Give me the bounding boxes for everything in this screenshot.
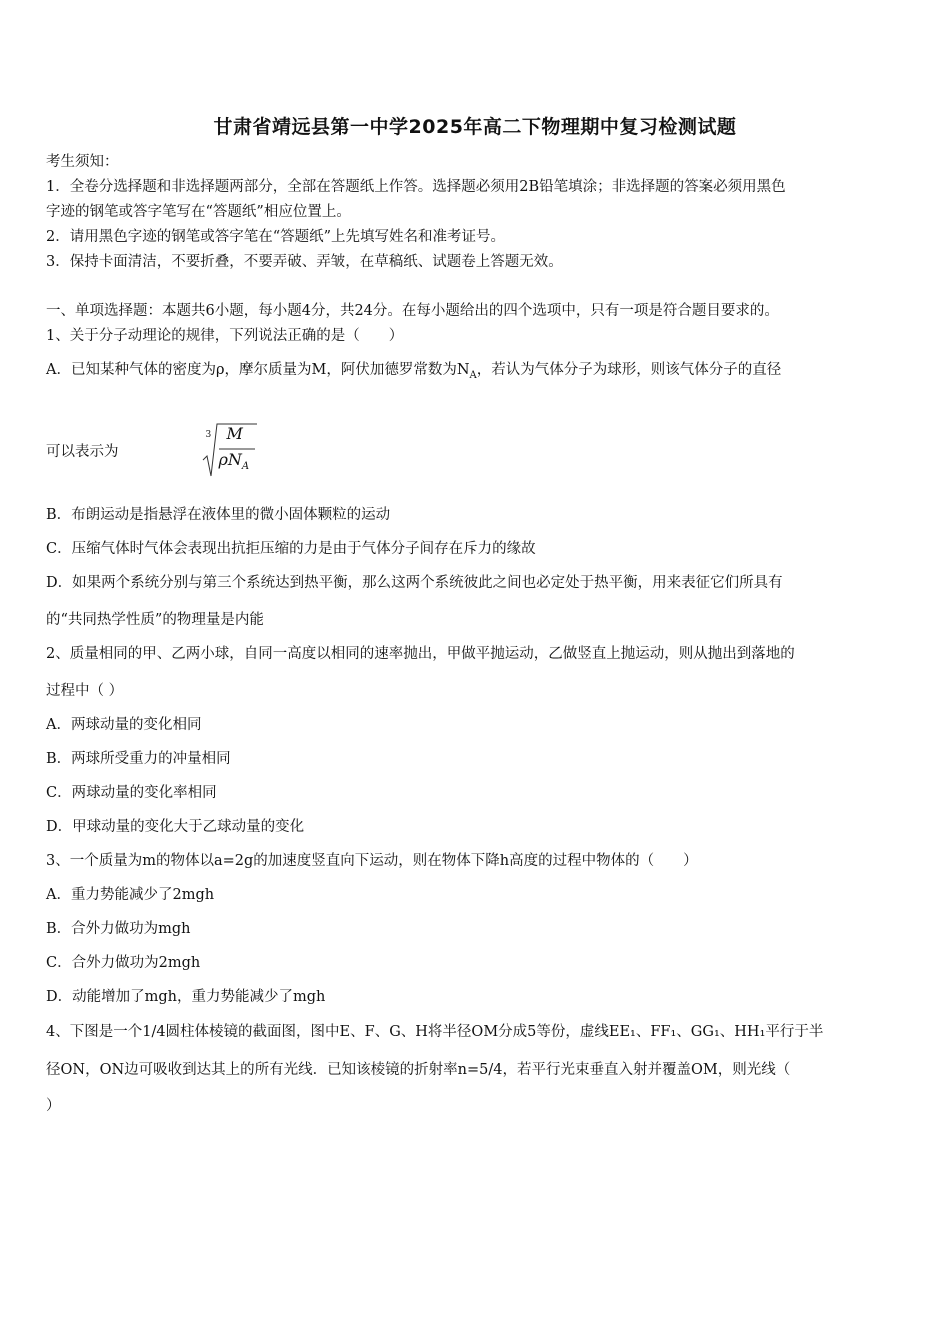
q1-option-d: D．如果两个系统分别与第三个系统达到热平衡，那么这两个系统彼此之间也必定处于热平衡，用来表征它们所具有 bbox=[46, 575, 783, 591]
q3-option-b: B．合外力做功为mgh bbox=[46, 921, 191, 937]
notice-item-3: 3．保持卡面清洁，不要折叠，不要弄破、弄皱，在草稿纸、试题卷上答题无效。 bbox=[46, 254, 563, 270]
q3-option-d: D．动能增加了mgh，重力势能减少了mgh bbox=[46, 989, 326, 1005]
q1-option-a-cont: 可以表示为 bbox=[46, 443, 119, 460]
document-title: 甘肃省靖远县第一中学2025年高二下物理期中复习检测试题 bbox=[213, 116, 737, 138]
formula-denominator bbox=[219, 450, 250, 472]
q1-option-a-text-end: ，若认为气体分子为球形，则该气体分子的直径 bbox=[476, 362, 782, 378]
q1-option-a-text: A．已知某种气体的密度为ρ，摩尔质量为M，阿伏加德罗常数为N bbox=[46, 362, 470, 378]
formula-denominator-text: ρN bbox=[218, 450, 242, 469]
q1-option-a-sub: A bbox=[469, 369, 477, 381]
notice-item-2: 2．请用黑色字迹的钢笔或答字笔在“答题纸”上先填写姓名和准考证号。 bbox=[46, 229, 506, 245]
q1-option-a-formula-line bbox=[46, 420, 259, 480]
q2-option-a: A．两球动量的变化相同 bbox=[46, 717, 202, 733]
q1-stem: 1、关于分子动理论的规律，下列说法正确的是（ ） bbox=[46, 328, 404, 344]
q1-option-b: B．布朗运动是指悬浮在液体里的微小固体颗粒的运动 bbox=[46, 507, 391, 523]
q3-option-c: C．合外力做功为2mgh bbox=[46, 955, 201, 971]
section-heading: 一、单项选择题：本题共6小题，每小题4分，共24分。在每小题给出的四个选项中，只有一项是符合题目要求的。 bbox=[46, 303, 779, 319]
root-index: 3 bbox=[205, 430, 212, 440]
q1-option-d-cont: 的“共同热学性质”的物理量是内能 bbox=[46, 612, 264, 628]
q3-stem: 3、一个质量为m的物体以a=2g的加速度竖直向下运动，则在物体下降h高度的过程中物体的（ ） bbox=[46, 853, 698, 869]
q2-option-b: B．两球所受重力的冲量相同 bbox=[46, 751, 231, 767]
notice-heading: 考生须知： bbox=[46, 154, 119, 170]
formula-numerator: M bbox=[226, 424, 243, 443]
q1-option-c: C．压缩气体时气体会表现出抗拒压缩的力是由于气体分子间存在斥力的缘故 bbox=[46, 541, 536, 557]
q2-stem: 2、质量相同的甲、乙两小球，自同一高度以相同的速率抛出，甲做平抛运动，乙做竖直上抛运动，则从抛出到落地的 bbox=[46, 646, 795, 662]
q4-stem-end: ） bbox=[46, 1098, 61, 1114]
notice-item-1-cont: 字迹的钢笔或答字笔写在“答题纸”相应位置上。 bbox=[46, 204, 351, 220]
formula-denominator-sub: A bbox=[241, 461, 250, 473]
q4-stem: 4、下图是一个1/4圆柱体棱镜的截面图，图中E、F、G、H将半径OM分成5等份，虚线EE₁、FF₁、GG₁、HH₁平行于半 bbox=[46, 1024, 824, 1040]
q2-option-d: D．甲球动量的变化大于乙球动量的变化 bbox=[46, 819, 305, 835]
q1-option-a bbox=[46, 360, 781, 386]
cube-root-formula bbox=[119, 420, 259, 480]
q4-stem-cont: 径ON，ON边可吸收到达其上的所有光线．已知该棱镜的折射率n=5/4，若平行光束垂直入射并覆盖OM，则光线（ bbox=[46, 1062, 791, 1078]
q2-stem-cont: 过程中（ ） bbox=[46, 683, 124, 699]
q2-option-c: C．两球动量的变化率相同 bbox=[46, 785, 217, 801]
q3-option-a: A．重力势能减少了2mgh bbox=[46, 887, 215, 903]
notice-item-1: 1．全卷分选择题和非选择题两部分，全部在答题纸上作答。选择题必须用2B铅笔填涂；非选择题的答案必须用黑色 bbox=[46, 179, 786, 195]
